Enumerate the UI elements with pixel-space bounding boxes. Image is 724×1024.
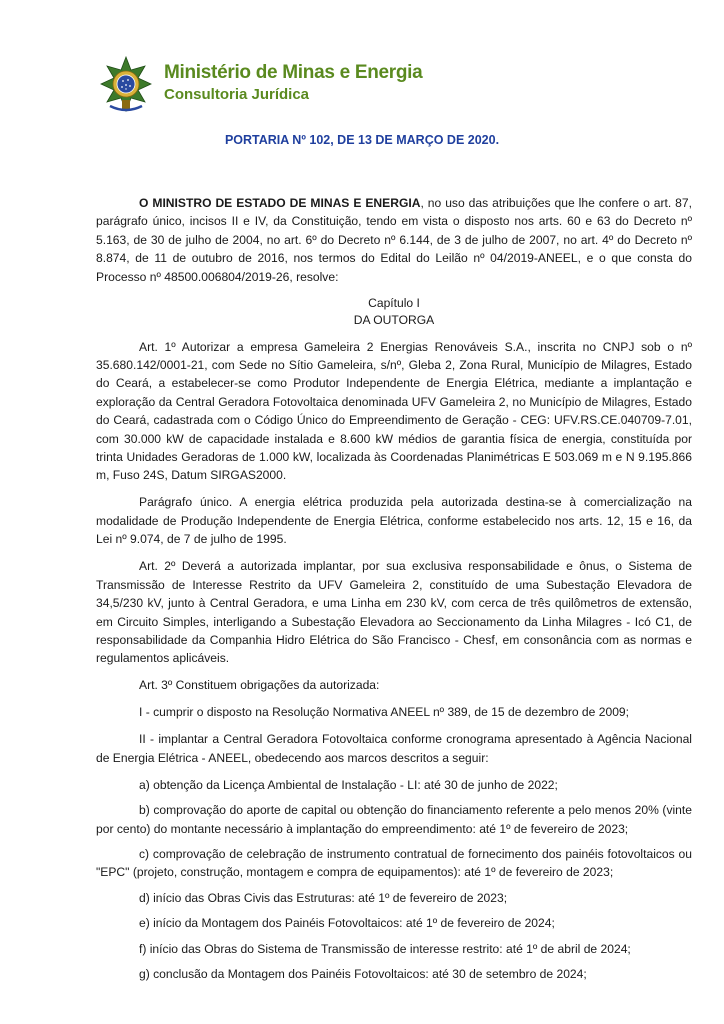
preamble-authority: O MINISTRO DE ESTADO DE MINAS E ENERGIA [139,196,421,210]
organization-block [164,62,422,103]
milestone-c: c) comprovação de celebração de instrumento contratual de fornecimento dos painéis fotovoltaicos ou "EPC" (projeto, construção, montagem e compra de equipamentos): até 1º de fevereiro de 2023; [96,846,692,880]
document-body [96,194,692,990]
coat-of-arms-icon [100,56,152,114]
chapter-name: DA OUTORGA [353,313,435,328]
chapter-number: Capítulo I [368,295,420,310]
milestone-b: b) comprovação do aporte de capital ou obtenção do financiamento referente a pelo menos 20% (vinte por cento) do montante necessário à implantação do empreendimento: até 1º de fevereiro de 2023; [96,803,692,836]
chapter-heading [96,295,692,330]
article-1: Art. 1º Autorizar a empresa Gameleira 2 Energias Renováveis S.A., inscrita no CNPJ sob o nº 35.680.142/0001-21, com Sede no Sítio Gameleira, s/nº, Gleba 2, Zona Rural, Município de Milagres, Estado do Ceará, a estabelecer-se como Produtor Independente de Energia Elétrica, mediante a implantação e exploração da Central Geradora Fotovoltaica denominada UFV Gameleira 2, no Município de Milagres, Estado do Ceará, cadastrada com o Código Único do Empreendimento de Geração - CEG: UFV.RS.CE.040709-7.01, com 30.000 kW de capacidade instalada e 8.600 kW médios de garantia física de energia, constituída por trinta Unidades Geradoras de 1.000 kW, localizada às Coordenadas Planimétricas E 503.069 m e N 9.195.866 m, Fuso 24S, Datum SIRGAS2000. [96,339,692,483]
article-2: Art. 2º Deverá a autorizada implantar, por sua exclusiva responsabilidade e ônus, o Sistema de Transmissão de Interesse Restrito da UFV Gameleira 2, constituído de uma Subestação Elevadora de 34,5/230 kV, junto à Central Geradora, e uma Linha em 230 kV, com cerca de três quilômetros de extensão, em Circuito Simples, interligando a Subestação Elevadora ao Seccionamento da Linha Milagres - Icó C1, de responsabilidade da Companhia Hidro Elétrica do São Francisco - Chesf, em consonância com as normas e regulamentos aplicáveis. [96,559,692,666]
ministry-name: Ministério de Minas e Energia [164,62,423,83]
paragraph-unique: Parágrafo único. A energia elétrica produzida pela autorizada destina-se à comercialização na modalidade de Produção Independente de Energia Elétrica, conforme estabelecido nos arts. 12, 15 e 16, da Lei nº 9.074, de 7 de julho de 1995. [96,495,692,547]
preamble [96,194,692,286]
milestone-f: f) início das Obras do Sistema de Transmissão de interesse restrito: até 1º de abril de 2024; [139,941,631,956]
preamble-text: , no uso das atribuições que lhe confere o art. 87, parágrafo único, incisos II e IV, da Constituição, tendo em vista o disposto nos arts. 60 e 63 do Decreto nº 5.163, de 30 de julho de 2004, no art. 6º do Decreto nº 6.144, de 3 de julho de 2007, no art. 4º do Decreto nº 8.874, de 11 de outubro de 2016, nos termos do Edital do Leilão nº 04/2019-ANEEL, e o que consta do Processo nº 48500.006804/2019-26, resolve: [96,196,692,284]
milestone-list [96,776,692,984]
department-name: Consultoria Jurídica [164,86,310,103]
milestone-d: d) início das Obras Civis das Estruturas: até 1º de fevereiro de 2023; [139,890,508,905]
milestone-g: g) conclusão da Montagem dos Painéis Fotovoltaicos: até 30 de setembro de 2024; [139,966,587,981]
ordinance-title: PORTARIA Nº 102, DE 13 DE MARÇO DE 2020. [224,133,500,147]
article-3: Art. 3º Constituem obrigações da autorizada: [139,678,380,693]
item-ii: II - implantar a Central Geradora Fotovoltaica conforme cronograma apresentado à Agência Nacional de Energia Elétrica - ANEEL, obedecendo aos marcos descritos a seguir: [96,732,692,765]
milestone-a: a) obtenção da Licença Ambiental de Instalação - LI: até 30 de junho de 2022; [139,777,558,792]
item-i: I - cumprir o disposto na Resolução Normativa ANEEL nº 389, de 15 de dezembro de 2009; [139,705,630,720]
milestone-e: e) início da Montagem dos Painéis Fotovoltaicos: até 1º de fevereiro de 2024; [139,916,555,931]
